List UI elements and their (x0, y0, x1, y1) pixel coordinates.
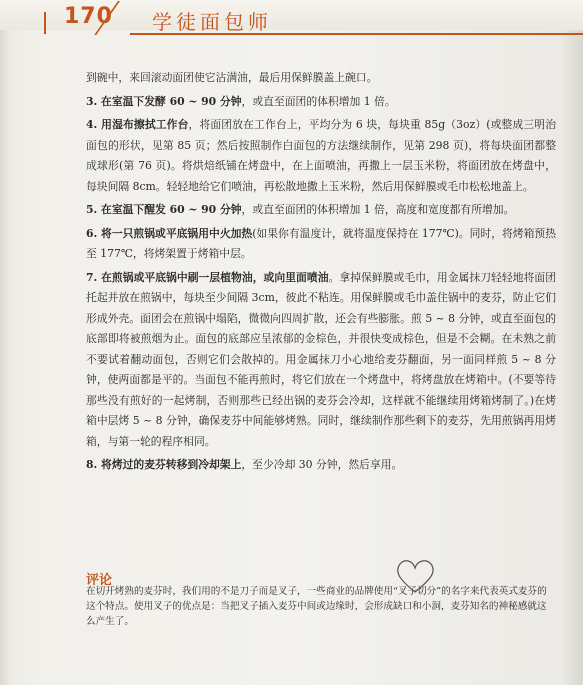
comment-heading: 评论 (86, 573, 113, 588)
step-7-lead: 7. 在煎锅或平底锅中刷一层植物油，或向里面喷油 (86, 270, 329, 284)
comment-text: 在切开烤熟的麦芬时，我们用的不是刀子而是叉子，一些商业的品牌使用“叉子切分”的名字来代表英式麦芬的这个特点。使用叉子的优点是：当把叉子插入麦芬中间或边缘时，会形成缺口和小洞，麦芬知名的神秘感就这么产生了。 (86, 586, 547, 627)
handwritten-heart-mark-icon (392, 556, 438, 596)
step-4 (86, 115, 556, 197)
step-8 (86, 455, 556, 476)
step-8-lead: 8. 将烤过的麦芬转移到冷却架上 (86, 458, 242, 471)
step-5 (86, 200, 556, 221)
continued-paragraph: 到碗中，来回滚动面团使它沾满油，最后用保鲜膜盖上碗口。 (86, 71, 378, 84)
recipe-steps (86, 68, 556, 476)
header-margin-rule (44, 12, 46, 34)
book-title: 学徒面包师 (152, 10, 272, 34)
step-8-text: ，至少冷却 30 分钟，然后享用。 (241, 458, 403, 471)
step-3-lead: 3. 在室温下发酵 60 ~ 90 分钟 (86, 94, 242, 108)
step-6-lead: 6. 将一只煎锅或平底锅用中火加热 (86, 226, 253, 240)
step-5-lead: 5. 在室温下醒发 60 ~ 90 分钟 (86, 203, 242, 216)
page-header (0, 0, 583, 36)
page-number: 170 (64, 4, 113, 29)
step-6-text: (如果你有温度计，就将温度保持在 177℃)。同时，将烤箱预热至 177℃，将烤架置于烤箱中层。 (86, 226, 556, 260)
step-7-text: 。拿掉保鲜膜或毛巾，用金属抹刀轻轻地将面团托起并放在煎锅中，每块至少间隔 3cm，彼此不粘连。用保鲜膜或毛巾盖住锅中的麦芬，防止它们形成外壳。面团会在煎锅中塌陷，微微向四周扩散，还会有些膨胀。煎 5 ~ 8 分钟，或直至面包的底部即将被煎烟为止。面包的底部应呈浓郁的金棕色，并很快变成棕色，但是不会糊。在未熟之前不要试着翻动面包，否则它们会散掉的。用金属抹刀小心地给麦芬翻面，另一面同样煎 5 ~ 8 分钟，使两面都是平的。当面包不能再煎时，将它们放在一个烤盘中，将烤盘放在烤箱中。(不要等待那些没有煎好的一起烤制，否则那些已经出锅的麦芬会冷却，这样就不能继续用烤箱烤制了。)在烤箱中层烤 5 ~ 8 分钟，确保麦芬中间能够烤熟。同时，继续制作那些剩下的麦芬，先用煎锅再用烤箱，与第一轮的程序相同。 (86, 270, 557, 448)
step-5-text: ，或直至面团的体积增加 1 倍，高度和宽度都有所增加。 (241, 203, 515, 216)
step-4-lead: 4. 用湿布擦拭工作台 (86, 118, 189, 131)
step-3 (86, 92, 556, 113)
step-7 (86, 268, 556, 453)
step-3-text: ，或直至面团的体积增加 1 倍。 (241, 94, 396, 108)
step-6 (86, 224, 556, 265)
step-4-text: ，将面团放在工作台上，平均分为 6 块，每块重 85g（3oz）(或整成三明治面包的形状，见第 85 页；然后按照制作白面包的方法继续制作，见第 298 页)，将每块面团都整成球形(第 76 页)。将烘焙纸铺在烤盘中，在上面喷油，再撒上一层玉米粉，将面团放在烤盘中，每块间隔 8cm。轻轻地给它们喷油，再松散地撒上玉米粉，然后用保鲜膜或毛巾松松地盖上。 (86, 118, 557, 193)
